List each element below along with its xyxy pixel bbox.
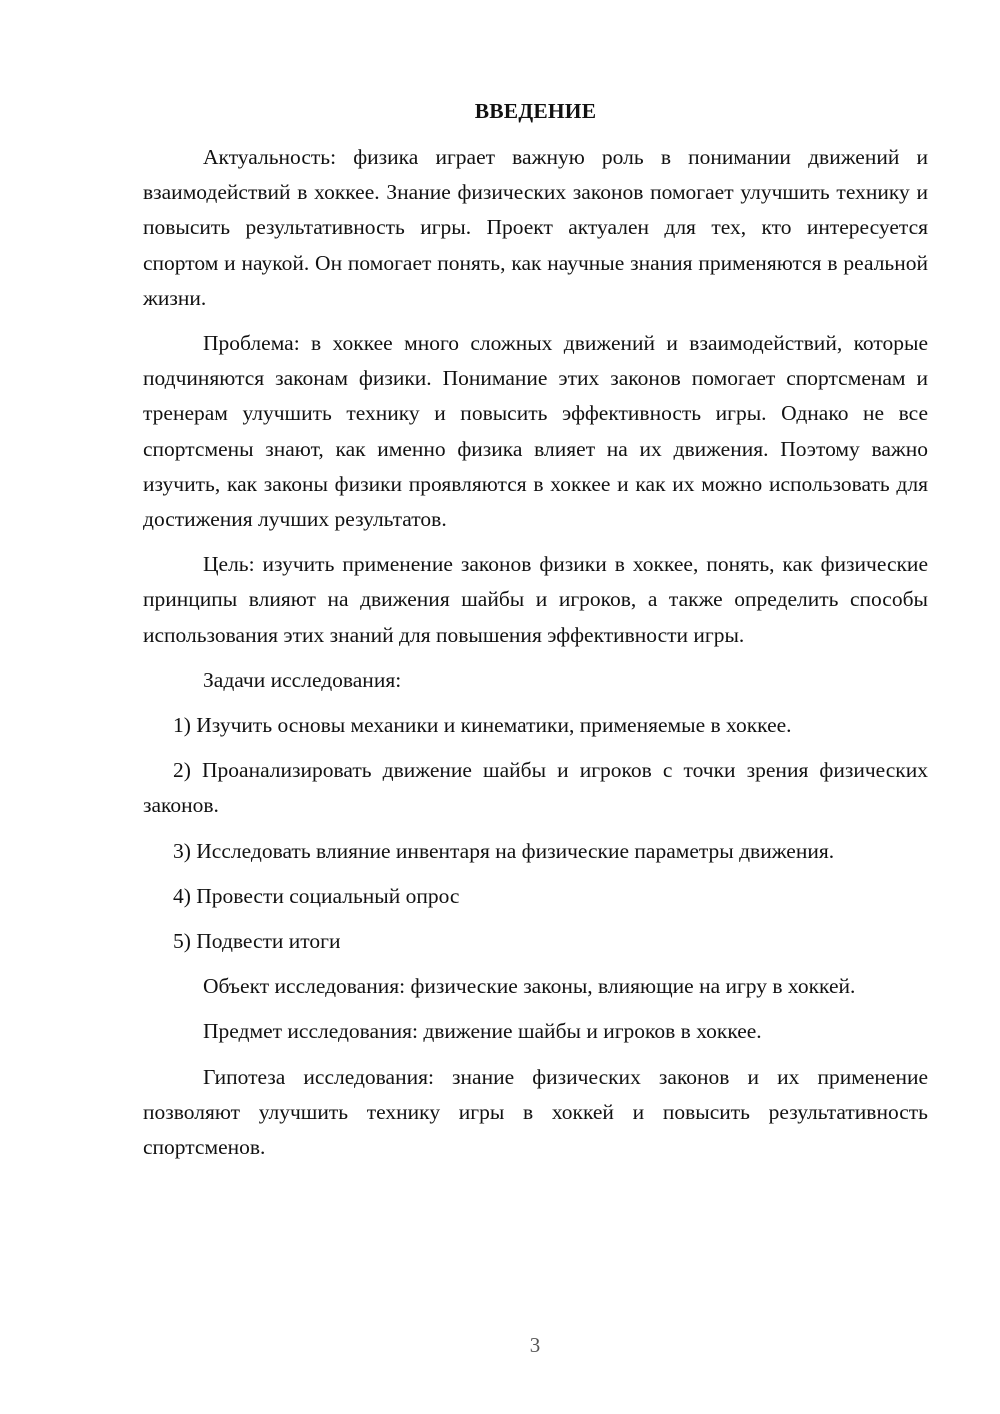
subject-paragraph: Предмет исследования: движение шайбы и игроков в хоккее. [203, 1019, 762, 1044]
task-item-4: 4) Провести социальный опрос [173, 883, 460, 908]
tasks-heading: Задачи исследования: [203, 667, 402, 692]
page-title: ВВЕДЕНИЕ [474, 99, 597, 123]
task-item-2: 2) Проанализировать движение шайбы и игроков с точки зрения физических законов. [143, 758, 928, 818]
task-item-5: 5) Подвести итоги [173, 929, 341, 954]
problem-paragraph: Проблема: в хоккее много сложных движений и взаимодействий, которые подчиняются законам физики. Понимание этих законов помогает спортсменам и тренерам улучшить технику и повысить эффективность игры. Однако не все спортсмены знают, как именно физика влияет на их движения. Поэтому важно изучить, как законы физики проявляются в хоккее и как их можно использовать для достижения лучших результатов. [143, 331, 928, 532]
relevance-paragraph: Актуальность: физика играет важную роль в понимании движений и взаимодействий в хоккее. Знание физических законов помогает улучшить технику и повысить результативность игры. Проект актуален для тех, кто интересуется спортом и наукой. Он помогает понять, как научные знания применяются в реальной жизни. [143, 145, 928, 310]
page-number: 3 [529, 1333, 541, 1357]
document-page [143, 96, 928, 1175]
hypothesis-paragraph: Гипотеза исследования: знание физических законов и их применение позволяют улучшить технику игры в хоккей и повысить результативность спортсменов. [143, 1064, 928, 1160]
task-item-1: 1) Изучить основы механики и кинематики, применяемые в хоккее. [173, 713, 792, 738]
goal-paragraph: Цель: изучить применение законов физики в хоккее, понять, как физические принципы влияют на движения шайбы и игроков, а также определить способы использования этих знаний для повышения эффективности игры. [143, 552, 928, 647]
object-paragraph: Объект исследования: физические законы, влияющие на игру в хоккей. [203, 974, 856, 999]
task-item-3: 3) Исследовать влияние инвентаря на физические параметры движения. [173, 838, 835, 863]
